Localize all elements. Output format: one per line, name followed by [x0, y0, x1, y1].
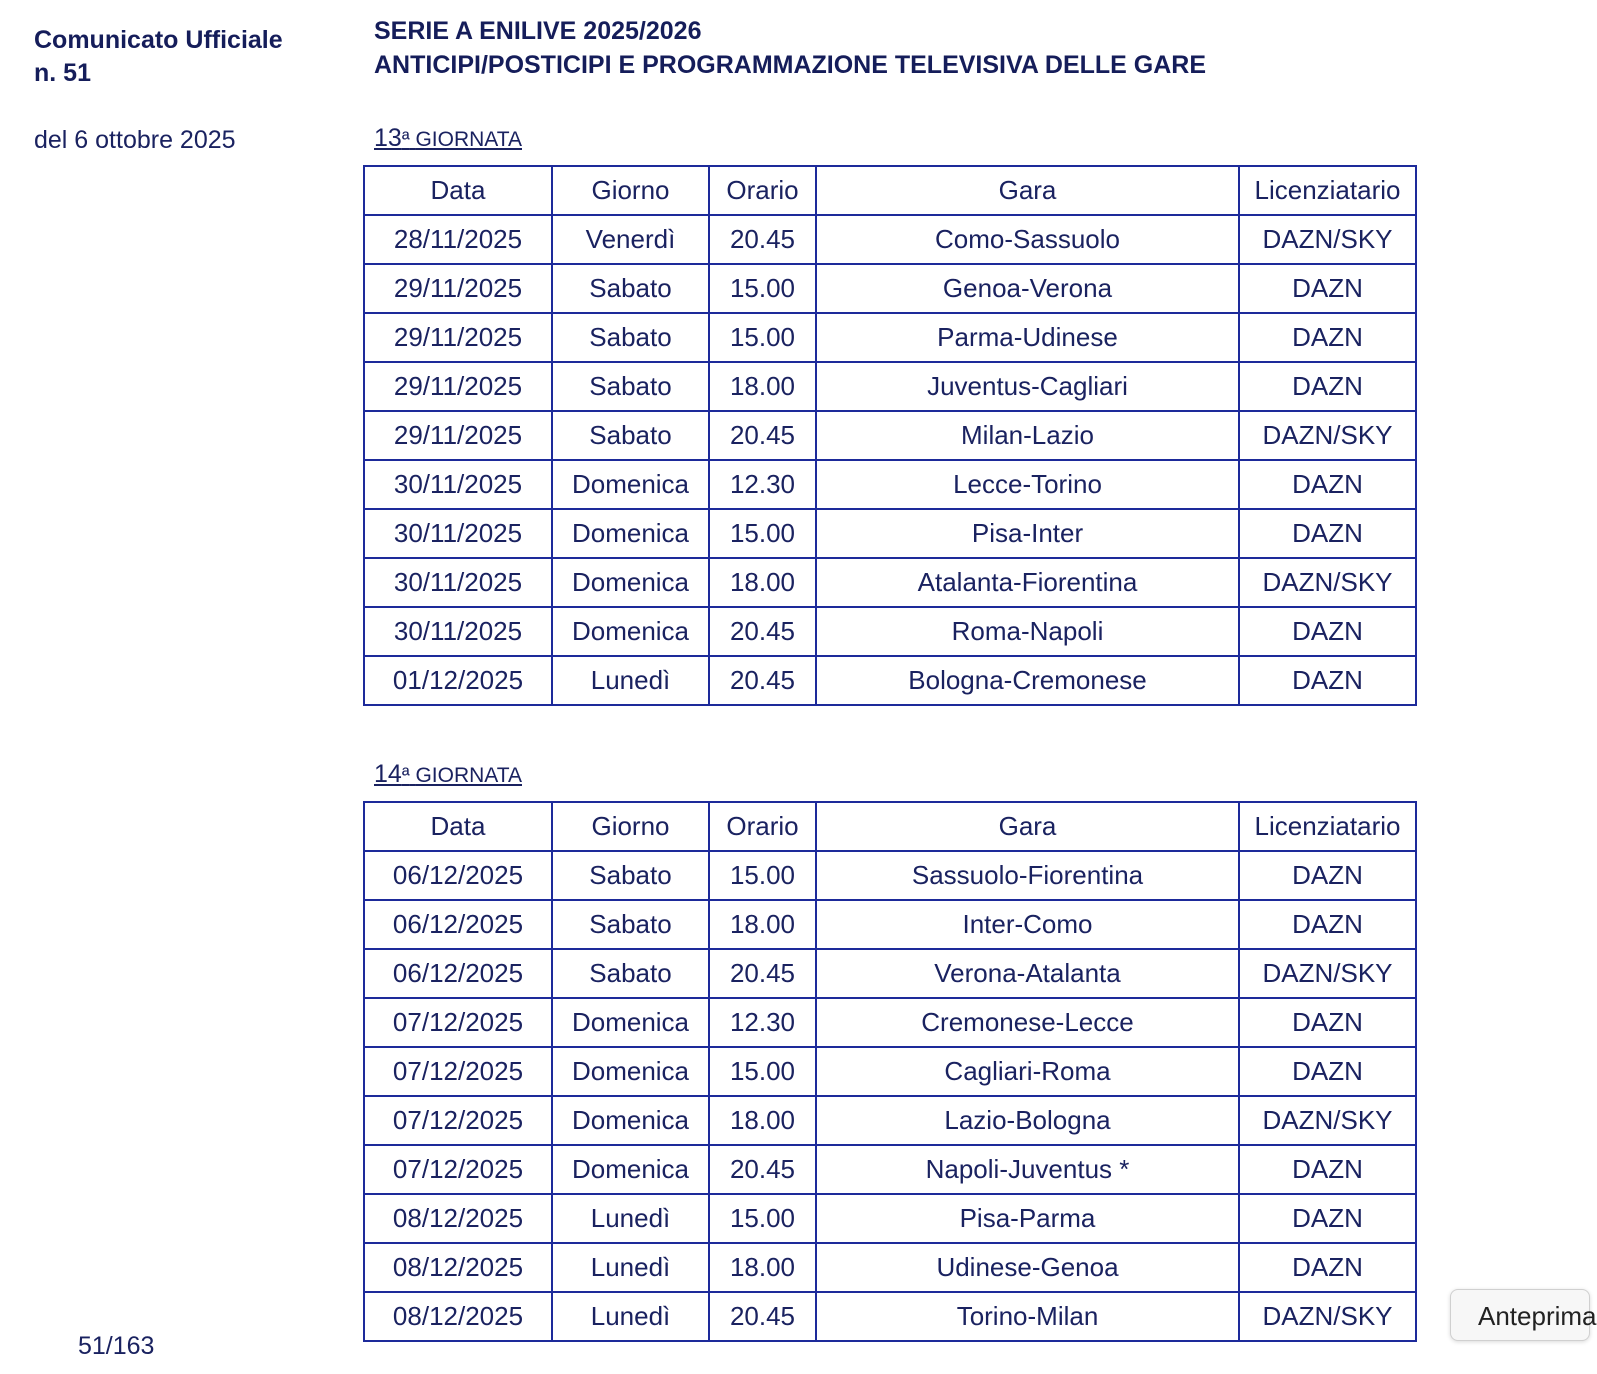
column-header-licenziatario: Licenziatario: [1239, 802, 1416, 851]
cell-time: 20.45: [709, 1292, 816, 1341]
cell-day: Sabato: [552, 313, 709, 362]
column-header-data: Data: [364, 166, 552, 215]
table-row: [364, 1096, 1416, 1145]
cell-match: Udinese-Genoa: [816, 1243, 1239, 1292]
cell-day: Domenica: [552, 460, 709, 509]
cell-date: 07/12/2025: [364, 1096, 552, 1145]
cell-broadcaster: DAZN/SKY: [1239, 949, 1416, 998]
cell-match: Roma-Napoli: [816, 607, 1239, 656]
cell-day: Sabato: [552, 264, 709, 313]
cell-time: 18.00: [709, 362, 816, 411]
cell-broadcaster: DAZN: [1239, 656, 1416, 705]
cell-day: Venerdì: [552, 215, 709, 264]
cell-match: Torino-Milan: [816, 1292, 1239, 1341]
preview-tab[interactable]: Anteprima: [1450, 1289, 1590, 1341]
cell-time: 18.00: [709, 900, 816, 949]
cell-date: 01/12/2025: [364, 656, 552, 705]
table-row: [364, 509, 1416, 558]
section-heading-13: [374, 124, 522, 153]
cell-match: Pisa-Inter: [816, 509, 1239, 558]
cell-date: 07/12/2025: [364, 998, 552, 1047]
cell-date: 30/11/2025: [364, 509, 552, 558]
cell-time: 18.00: [709, 1243, 816, 1292]
cell-broadcaster: DAZN/SKY: [1239, 1096, 1416, 1145]
cell-match: Lecce-Torino: [816, 460, 1239, 509]
table-row: [364, 1194, 1416, 1243]
section-ordinal: ª: [401, 128, 410, 151]
column-header-orario: Orario: [709, 802, 816, 851]
cell-time: 12.30: [709, 998, 816, 1047]
cell-broadcaster: DAZN: [1239, 1243, 1416, 1292]
cell-day: Lunedì: [552, 1243, 709, 1292]
cell-time: 15.00: [709, 851, 816, 900]
table-row: [364, 900, 1416, 949]
cell-date: 08/12/2025: [364, 1292, 552, 1341]
cell-date: 06/12/2025: [364, 949, 552, 998]
cell-broadcaster: DAZN: [1239, 1194, 1416, 1243]
cell-broadcaster: DAZN: [1239, 313, 1416, 362]
cell-day: Domenica: [552, 998, 709, 1047]
cell-broadcaster: DAZN/SKY: [1239, 215, 1416, 264]
cell-date: 08/12/2025: [364, 1194, 552, 1243]
cell-broadcaster: DAZN: [1239, 460, 1416, 509]
comunicato-title: Comunicato Ufficiale: [34, 26, 283, 54]
schedule-table-13: [363, 165, 1417, 706]
schedule-table-14: [363, 801, 1417, 1342]
cell-day: Domenica: [552, 607, 709, 656]
cell-date: 06/12/2025: [364, 900, 552, 949]
cell-date: 29/11/2025: [364, 264, 552, 313]
cell-time: 12.30: [709, 460, 816, 509]
table-row: [364, 313, 1416, 362]
table-row: [364, 998, 1416, 1047]
cell-broadcaster: DAZN: [1239, 264, 1416, 313]
cell-time: 15.00: [709, 264, 816, 313]
cell-date: 30/11/2025: [364, 558, 552, 607]
cell-match: Napoli-Juventus *: [816, 1145, 1239, 1194]
table-row: [364, 362, 1416, 411]
section-number: 14: [374, 760, 402, 788]
table-row: [364, 656, 1416, 705]
cell-match: Lazio-Bologna: [816, 1096, 1239, 1145]
cell-match: Como-Sassuolo: [816, 215, 1239, 264]
cell-match: Cagliari-Roma: [816, 1047, 1239, 1096]
cell-day: Sabato: [552, 949, 709, 998]
table-header-row: [364, 802, 1416, 851]
cell-broadcaster: DAZN/SKY: [1239, 558, 1416, 607]
cell-date: 30/11/2025: [364, 460, 552, 509]
cell-broadcaster: DAZN: [1239, 509, 1416, 558]
column-header-licenziatario: Licenziatario: [1239, 166, 1416, 215]
cell-day: Domenica: [552, 1047, 709, 1096]
cell-time: 20.45: [709, 656, 816, 705]
cell-match: Parma-Udinese: [816, 313, 1239, 362]
table-row: [364, 607, 1416, 656]
document-title-line2: ANTICIPI/POSTICIPI E PROGRAMMAZIONE TELEVISIVA DELLE GARE: [374, 51, 1207, 79]
cell-broadcaster: DAZN/SKY: [1239, 1292, 1416, 1341]
column-header-giorno: Giorno: [552, 802, 709, 851]
cell-time: 20.45: [709, 1145, 816, 1194]
cell-day: Lunedì: [552, 656, 709, 705]
table-body: [364, 851, 1416, 1341]
cell-date: 29/11/2025: [364, 411, 552, 460]
cell-broadcaster: DAZN: [1239, 1145, 1416, 1194]
cell-time: 15.00: [709, 313, 816, 362]
cell-time: 18.00: [709, 558, 816, 607]
cell-date: 29/11/2025: [364, 362, 552, 411]
table-row: [364, 1145, 1416, 1194]
table-row: [364, 460, 1416, 509]
cell-broadcaster: DAZN: [1239, 900, 1416, 949]
cell-match: Juventus-Cagliari: [816, 362, 1239, 411]
section-label: GIORNATA: [415, 764, 522, 787]
table-header-row: [364, 166, 1416, 215]
table-body: [364, 215, 1416, 705]
column-header-orario: Orario: [709, 166, 816, 215]
cell-date: 30/11/2025: [364, 607, 552, 656]
cell-date: 07/12/2025: [364, 1047, 552, 1096]
cell-time: 20.45: [709, 411, 816, 460]
cell-day: Sabato: [552, 411, 709, 460]
cell-date: 07/12/2025: [364, 1145, 552, 1194]
column-header-data: Data: [364, 802, 552, 851]
table-row: [364, 264, 1416, 313]
page-indicator: 51/163: [78, 1332, 155, 1360]
document-title-line1: SERIE A ENILIVE 2025/2026: [374, 17, 702, 45]
cell-broadcaster: DAZN: [1239, 1047, 1416, 1096]
section-number: 13: [374, 124, 402, 152]
cell-match: Milan-Lazio: [816, 411, 1239, 460]
cell-broadcaster: DAZN: [1239, 362, 1416, 411]
table-row: [364, 1292, 1416, 1341]
table-row: [364, 215, 1416, 264]
cell-time: 15.00: [709, 1194, 816, 1243]
table-row: [364, 558, 1416, 607]
cell-date: 06/12/2025: [364, 851, 552, 900]
cell-match: Bologna-Cremonese: [816, 656, 1239, 705]
cell-day: Sabato: [552, 851, 709, 900]
cell-day: Domenica: [552, 1145, 709, 1194]
cell-match: Verona-Atalanta: [816, 949, 1239, 998]
cell-day: Lunedì: [552, 1292, 709, 1341]
cell-day: Sabato: [552, 362, 709, 411]
cell-day: Sabato: [552, 900, 709, 949]
cell-broadcaster: DAZN: [1239, 851, 1416, 900]
table-row: [364, 851, 1416, 900]
column-header-gara: Gara: [816, 802, 1239, 851]
cell-time: 15.00: [709, 509, 816, 558]
cell-broadcaster: DAZN: [1239, 998, 1416, 1047]
cell-match: Sassuolo-Fiorentina: [816, 851, 1239, 900]
section-heading-14: [374, 760, 522, 789]
section-ordinal: ª: [401, 764, 410, 787]
cell-day: Domenica: [552, 558, 709, 607]
cell-date: 29/11/2025: [364, 313, 552, 362]
comunicato-date: del 6 ottobre 2025: [34, 126, 236, 154]
cell-time: 15.00: [709, 1047, 816, 1096]
section-label: GIORNATA: [415, 128, 522, 151]
cell-time: 20.45: [709, 607, 816, 656]
document-title: [374, 14, 1206, 82]
cell-match: Inter-Como: [816, 900, 1239, 949]
cell-date: 08/12/2025: [364, 1243, 552, 1292]
column-header-gara: Gara: [816, 166, 1239, 215]
table-row: [364, 949, 1416, 998]
cell-day: Domenica: [552, 509, 709, 558]
cell-day: Lunedì: [552, 1194, 709, 1243]
cell-broadcaster: DAZN: [1239, 607, 1416, 656]
cell-time: 20.45: [709, 949, 816, 998]
cell-time: 20.45: [709, 215, 816, 264]
comunicato-number: [34, 24, 283, 90]
table-row: [364, 1243, 1416, 1292]
cell-broadcaster: DAZN/SKY: [1239, 411, 1416, 460]
comunicato-number-line: n. 51: [34, 59, 91, 87]
cell-day: Domenica: [552, 1096, 709, 1145]
cell-match: Pisa-Parma: [816, 1194, 1239, 1243]
table-row: [364, 1047, 1416, 1096]
table-row: [364, 411, 1416, 460]
cell-match: Genoa-Verona: [816, 264, 1239, 313]
cell-match: Atalanta-Fiorentina: [816, 558, 1239, 607]
cell-date: 28/11/2025: [364, 215, 552, 264]
cell-match: Cremonese-Lecce: [816, 998, 1239, 1047]
cell-time: 18.00: [709, 1096, 816, 1145]
column-header-giorno: Giorno: [552, 166, 709, 215]
